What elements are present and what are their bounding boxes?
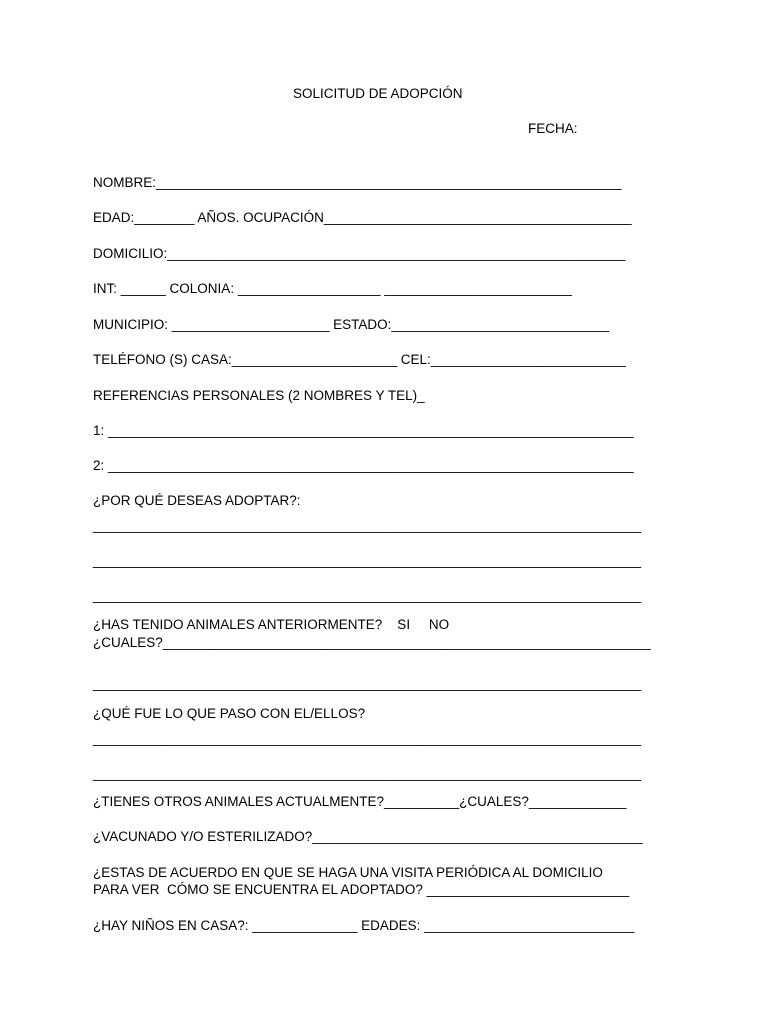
form-title: SOLICITUD DE ADOPCIÓN <box>293 86 463 101</box>
int-colonia-line: INT: ______ COLONIA: ___________________ _________________________ <box>93 281 572 296</box>
animales-anteriores-question: ¿HAS TENIDO ANIMALES ANTERIORMENTE? SI NO <box>93 617 450 632</box>
edad-ocupacion-line: EDAD:________ AÑOS. OCUPACIÓN_________________________________________ <box>93 210 632 225</box>
que-paso-label: ¿QUÉ FUE LO QUE PASO CON EL/ELLOS? <box>93 706 366 721</box>
blank-answer-line: _________________________________________________________________________ <box>93 588 642 603</box>
visita-periodica-question: ¿ESTAS DE ACUERDO EN QUE SE HAGA UNA VISITA PERIÓDICA AL DOMICILIO <box>93 865 603 880</box>
vacunado-line: ¿VACUNADO Y/O ESTERILIZADO?____________________________________________ <box>93 829 643 844</box>
referencia-2-line: 2: ______________________________________________________________________ <box>93 458 634 473</box>
blank-answer-line: _________________________________________________________________________ <box>93 731 642 746</box>
blank-answer-line: _________________________________________________________________________ <box>93 518 642 533</box>
cuales-line: ¿CUALES?_________________________________________________________________ <box>93 635 651 650</box>
referencias-label: REFERENCIAS PERSONALES (2 NOMBRES Y TEL)_ <box>93 388 425 403</box>
municipio-estado-line: MUNICIPIO: _____________________ ESTADO:_____________________________ <box>93 317 610 332</box>
blank-answer-line: _________________________________________________________________________ <box>93 553 642 568</box>
fecha-label: FECHA: <box>528 121 578 136</box>
por-que-adoptar-label: ¿POR QUÉ DESEAS ADOPTAR?: <box>93 493 301 508</box>
blank-answer-line: _________________________________________________________________________ <box>93 676 642 691</box>
visita-periodica-answer-line: PARA VER CÓMO SE ENCUENTRA EL ADOPTADO? ___________________________ <box>93 882 630 897</box>
referencia-1-line: 1: ______________________________________________________________________ <box>93 423 634 438</box>
telefono-cel-line: TELÉFONO (S) CASA:______________________ CEL:__________________________ <box>93 352 626 367</box>
nombre-line: NOMBRE:______________________________________________________________ <box>93 175 622 190</box>
blank-answer-line: _________________________________________________________________________ <box>93 766 642 781</box>
ninos-edades-line: ¿HAY NIÑOS EN CASA?: ______________ EDADES: ____________________________ <box>93 918 635 933</box>
otros-animales-line: ¿TIENES OTROS ANIMALES ACTUALMENTE?__________¿CUALES?_____________ <box>93 794 627 809</box>
domicilio-line: DOMICILIO:_____________________________________________________________ <box>93 246 626 261</box>
